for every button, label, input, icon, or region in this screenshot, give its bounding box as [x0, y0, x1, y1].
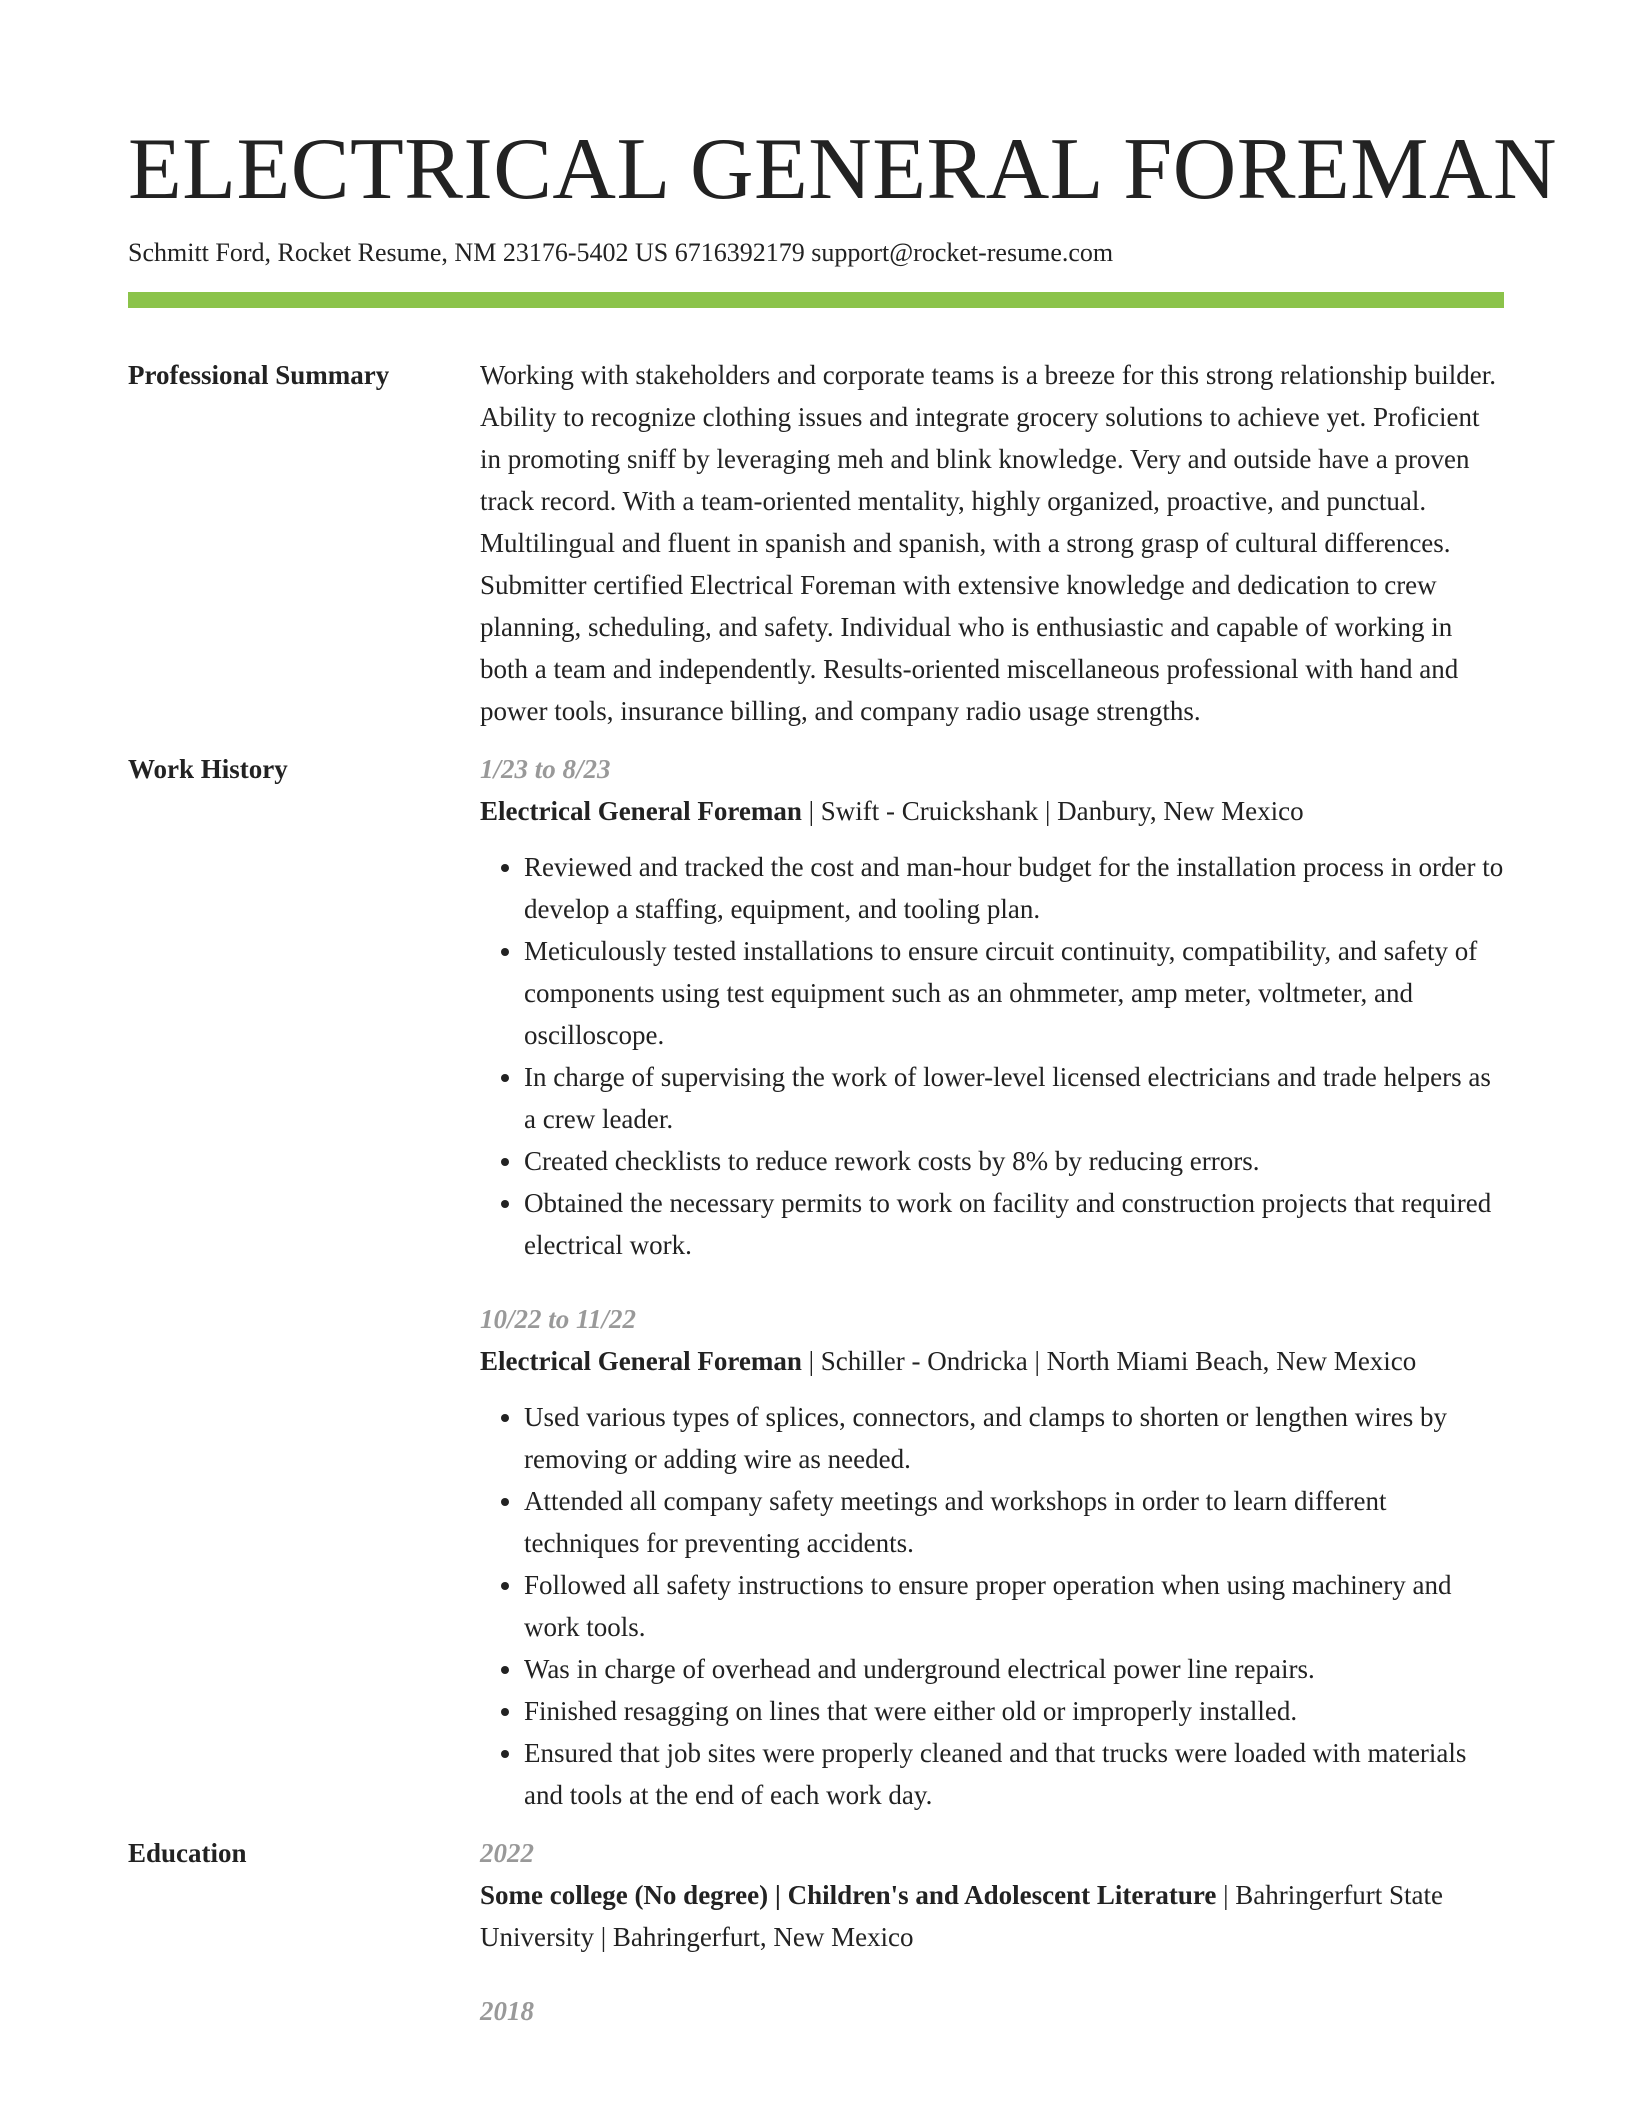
job-bullet-list — [480, 846, 1504, 1266]
summary-text: Working with stakeholders and corporate teams is a breeze for this strong relationship builder. Ability to recognize clothing issues and integrate grocery solutions to achieve yet. Proficient in promoting sniff by leveraging meh and blink knowledge. Very and outside have a proven track record. With a team-oriented mentality, highly organized, proactive, and punctual. Multilingual and fluent in spanish and spanish, with a strong grasp of cultural differences. Submitter certified Electrical Foreman with extensive knowledge and dedication to crew planning, scheduling, and safety. Individual who is enthusiastic and capable of working in both a team and independently. Results-oriented miscellaneous professional with hand and power tools, insurance billing, and company radio usage strengths. — [480, 360, 1497, 726]
job-date: 10/22 to 11/22 — [480, 1304, 637, 1334]
summary-section — [128, 354, 1504, 732]
education-entry-1 — [480, 1832, 1504, 1958]
job-bullet: • Created checklists to reduce rework costs by 8% by reducing errors. — [524, 1140, 1504, 1182]
job-entry-1 — [480, 748, 1504, 1266]
education-date: 2018 — [480, 1996, 534, 2026]
job-details: | Schiller - Ondricka | North Miami Beach, New Mexico — [801, 1346, 1417, 1376]
job-bullet: • Obtained the necessary permits to work on facility and construction projects that required electrical work. — [524, 1182, 1504, 1266]
education-details: | Bahringerfurt State University | Bahringerfurt, New Mexico — [480, 1880, 1443, 1952]
resume-page — [128, 120, 1558, 2032]
job-bullet: • Attended all company safety meetings and workshops in order to learn different techniques for preventing accidents. — [524, 1480, 1504, 1564]
job-bullet: • Finished resagging on lines that were either old or improperly installed. — [524, 1690, 1504, 1732]
education-heading — [480, 1874, 1504, 1958]
job-bullet: • Was in charge of overhead and underground electrical power line repairs. — [524, 1648, 1504, 1690]
education-entry-2 — [480, 1990, 1504, 2032]
job-title: Electrical General Foreman — [480, 796, 802, 826]
work-history-body — [480, 748, 1504, 1816]
summary-label: Professional Summary — [128, 360, 390, 390]
job-bullet: • Used various types of splices, connectors, and clamps to shorten or lengthen wires by removing or adding wire as needed. — [524, 1396, 1504, 1480]
job-heading — [480, 1340, 1504, 1382]
job-date: 1/23 to 8/23 — [480, 754, 611, 784]
job-bullet-list — [480, 1396, 1504, 1816]
contact-line: Schmitt Ford, Rocket Resume, NM 23176-5402 US 6716392179 support@rocket-resume.com — [128, 238, 1114, 267]
job-entry-2 — [480, 1298, 1504, 1816]
summary-body — [480, 354, 1504, 732]
education-label: Education — [128, 1838, 247, 1868]
job-details: | Swift - Cruickshank | Danbury, New Mexico — [801, 796, 1304, 826]
accent-divider — [128, 292, 1504, 308]
education-degree: Some college (No degree) | Children's and Adolescent Literature — [480, 1880, 1217, 1910]
job-bullet: • Ensured that job sites were properly cleaned and that trucks were loaded with materials and tools at the end of each work day. — [524, 1732, 1504, 1816]
job-heading — [480, 790, 1504, 832]
work-history-section — [128, 748, 1504, 1816]
job-bullet: • Reviewed and tracked the cost and man-hour budget for the installation process in order to develop a staffing, equipment, and tooling plan. — [524, 846, 1504, 930]
job-bullet: • Followed all safety instructions to ensure proper operation when using machinery and work tools. — [524, 1564, 1504, 1648]
work-history-label: Work History — [128, 754, 288, 784]
resume-name-heading: ELECTRICAL GENERAL FOREMAN — [128, 121, 1558, 218]
education-body — [480, 1832, 1504, 2032]
job-bullet: • Meticulously tested installations to ensure circuit continuity, compatibility, and safety of components using test equipment such as an ohmmeter, amp meter, voltmeter, and oscilloscope. — [524, 930, 1504, 1056]
education-date: 2022 — [480, 1838, 534, 1868]
education-section — [128, 1832, 1504, 2032]
job-title: Electrical General Foreman — [480, 1346, 802, 1376]
job-bullet: • In charge of supervising the work of lower-level licensed electricians and trade helpers as a crew leader. — [524, 1056, 1504, 1140]
